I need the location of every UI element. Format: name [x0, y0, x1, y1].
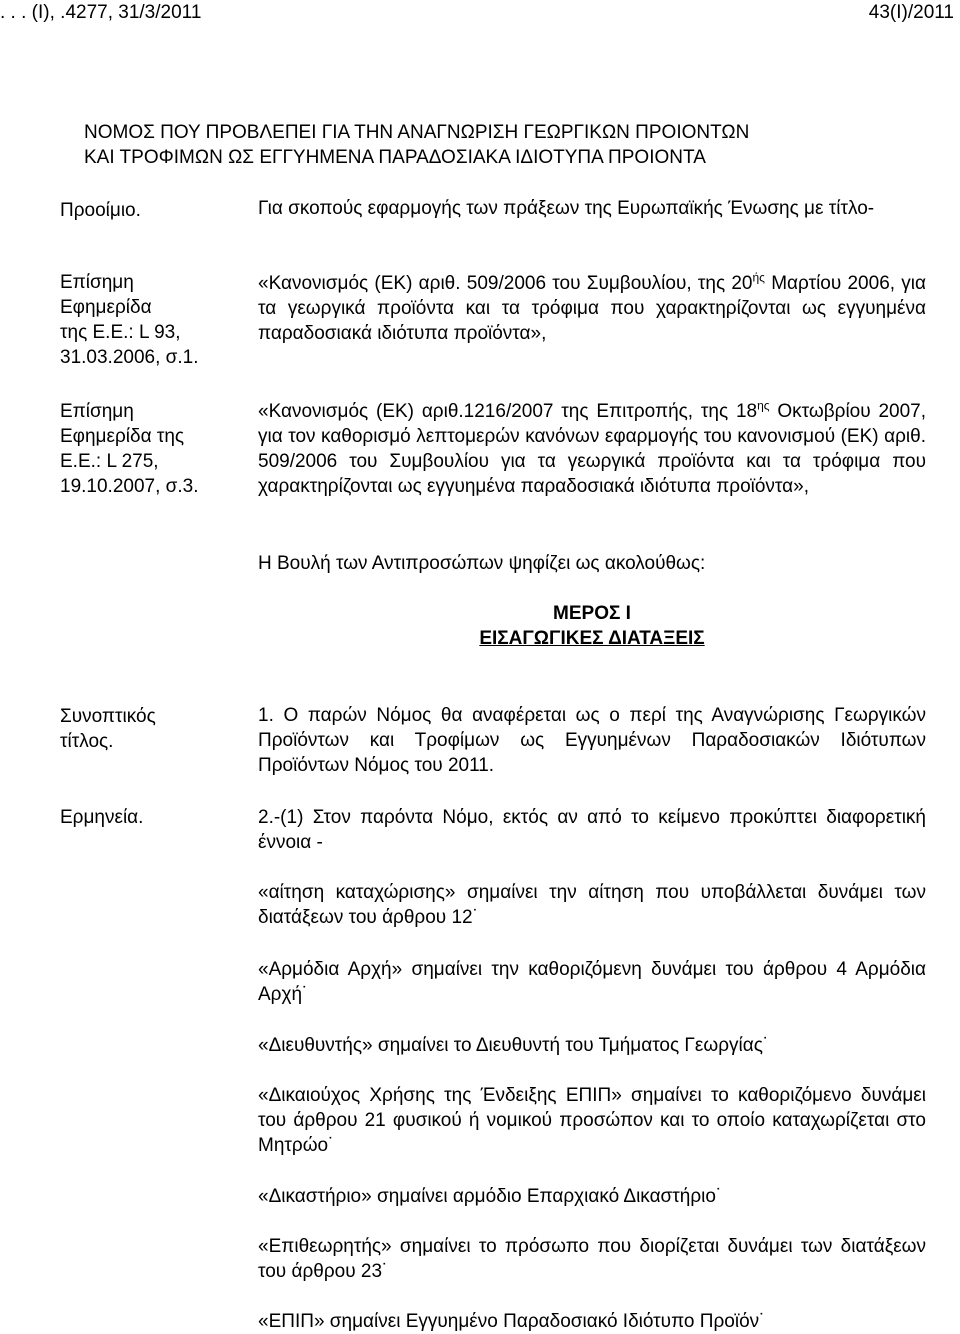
preamble-regulation-1216-2007 — [258, 399, 926, 499]
margin-note-line: 19.10.2007, σ.3. — [60, 476, 199, 497]
margin-note-line: Εφημερίδα — [60, 297, 152, 318]
gazette-reference: . . . (Ι), .4277, 31/3/2011 — [0, 2, 202, 23]
regulation-text: «Κανονισμός (ΕΚ) αριθ.1216/2007 της Επιτροπής, της 18 — [258, 401, 758, 422]
margin-note-official-journal-1 — [60, 270, 240, 370]
regulation-text: Οκτωβρίου 2007, για τον καθορισμό λεπτομερών κανόνων εφαρμογής του κανονισμού (ΕΚ) αριθ. 509/2006 του Συμβουλίου για τα γεωργικά προϊόντα και τα τρόφιμα που χαρακτηρίζονται ως εγγυημένα παραδοσιακά ιδιότυπα προϊόντα», — [258, 401, 926, 497]
definition-item: «αίτηση καταχώρισης» σημαίνει την αίτηση που υποβάλλεται δυνάμει των διατάξεων του άρθρου 12˙ — [258, 882, 926, 928]
margin-note-line: της Ε.Ε.: L 93, — [60, 322, 181, 343]
margin-note-line: Συνοπτικός — [60, 706, 156, 727]
law-title — [84, 120, 749, 170]
ordinal-suffix: ης — [757, 398, 770, 413]
margin-note-line: Επίσημη — [60, 272, 134, 293]
part-title: ΕΙΣΑΓΩΓΙΚΕΣ ΔΙΑΤΑΞΕΙΣ — [479, 628, 705, 649]
definition-item: «ΕΠΙΠ» σημαίνει Εγγυημένο Παραδοσιακό Ιδιότυπο Προϊόν˙ — [258, 1311, 766, 1332]
definition-item: «Διευθυντής» σημαίνει το Διευθυντή του Τμήματος Γεωργίας˙ — [258, 1035, 770, 1056]
preamble-regulation-509-2006 — [258, 271, 926, 346]
definition-item: «Επιθεωρητής» σημαίνει το πρόσωπο που διορίζεται δυνάμει των διατάξεων του άρθρου 23˙ — [258, 1236, 926, 1282]
margin-note-line: Ε.Ε.: L 275, — [60, 451, 159, 472]
margin-note-line: Επίσημη — [60, 401, 134, 422]
definition-item: «Δικαιούχος Χρήσης της Ένδειξης ΕΠΙΠ» σημαίνει το καθοριζόμενο δυνάμει του άρθρου 21 φυσικού ή νομικού προσώπον και το οποίο καταχωρίζεται στο Μητρώο˙ — [258, 1085, 926, 1156]
law-title-line-1: ΝΟΜΟΣ ΠΟΥ ΠΡΟΒΛΕΠΕΙ ΓΙΑ ΤΗΝ ΑΝΑΓΝΩΡΙΣΗ ΓΕΩΡΓΙΚΩΝ ΠΡΟΙΟΝΤΩΝ — [84, 122, 750, 143]
enacting-formula: Η Βουλή των Αντιπροσώπων ψηφίζει ως ακολούθως: — [258, 553, 706, 574]
section-2-intro: 2.-(1) Στον παρόντα Νόμο, εκτός αν από το κείμενο προκύπτει διαφορετική έννοια - — [258, 807, 926, 853]
law-title-line-2: ΚΑΙ ΤΡΟΦΙΜΩΝ ΩΣ ΕΓΓΥΗΜΕΝΑ ΠΑΡΑΔΟΣΙΑΚΑ ΙΔΙΟΤΥΠΑ ΠΡΟΙΟΝΤΑ — [84, 147, 706, 168]
section-1: 1. Ο παρών Νόμος θα αναφέρεται ως ο περί της Αναγνώρισης Γεωργικών Προϊόντων και Τροφίμων ως Εγγυημένων Παραδοσιακών Ιδιότυπων Προϊόντων Νόμος του 2011. — [258, 705, 926, 776]
regulation-text: Μαρτίου 2006, για τα γεωργικά προϊόντα και τα τρόφιμα που χαρακτηρίζονται ως εγγυημένα παραδοσιακά ιδιότυπα προϊόντα», — [258, 273, 926, 344]
margin-note-line: 31.03.2006, σ.1. — [60, 347, 199, 368]
margin-note-preamble: Προοίμιο. — [60, 200, 141, 221]
part-heading — [258, 601, 926, 651]
regulation-text: «Κανονισμός (ΕΚ) αριθ. 509/2006 του Συμβουλίου, της 20 — [258, 273, 753, 294]
ordinal-suffix: ής — [752, 270, 765, 285]
part-label: ΜΕΡΟΣ Ι — [553, 603, 631, 624]
margin-note-short-title — [60, 704, 240, 754]
law-number: 43(Ι)/2011 — [868, 2, 954, 23]
margin-note-line: τίτλος. — [60, 731, 114, 752]
margin-note-line: Εφημερίδα της — [60, 426, 185, 447]
margin-note-interpretation: Ερμηνεία. — [60, 807, 144, 828]
margin-note-official-journal-2 — [60, 399, 240, 499]
preamble-intro: Για σκοπούς εφαρμογής των πράξεων της Ευρωπαϊκής Ένωσης με τίτλο- — [258, 198, 875, 219]
definition-item: «Αρμόδια Αρχή» σημαίνει την καθοριζόμενη δυνάμει του άρθρου 4 Αρμόδια Αρχή˙ — [258, 959, 926, 1005]
definition-item: «Δικαστήριο» σημαίνει αρμόδιο Επαρχιακό Δικαστήριο˙ — [258, 1186, 723, 1207]
